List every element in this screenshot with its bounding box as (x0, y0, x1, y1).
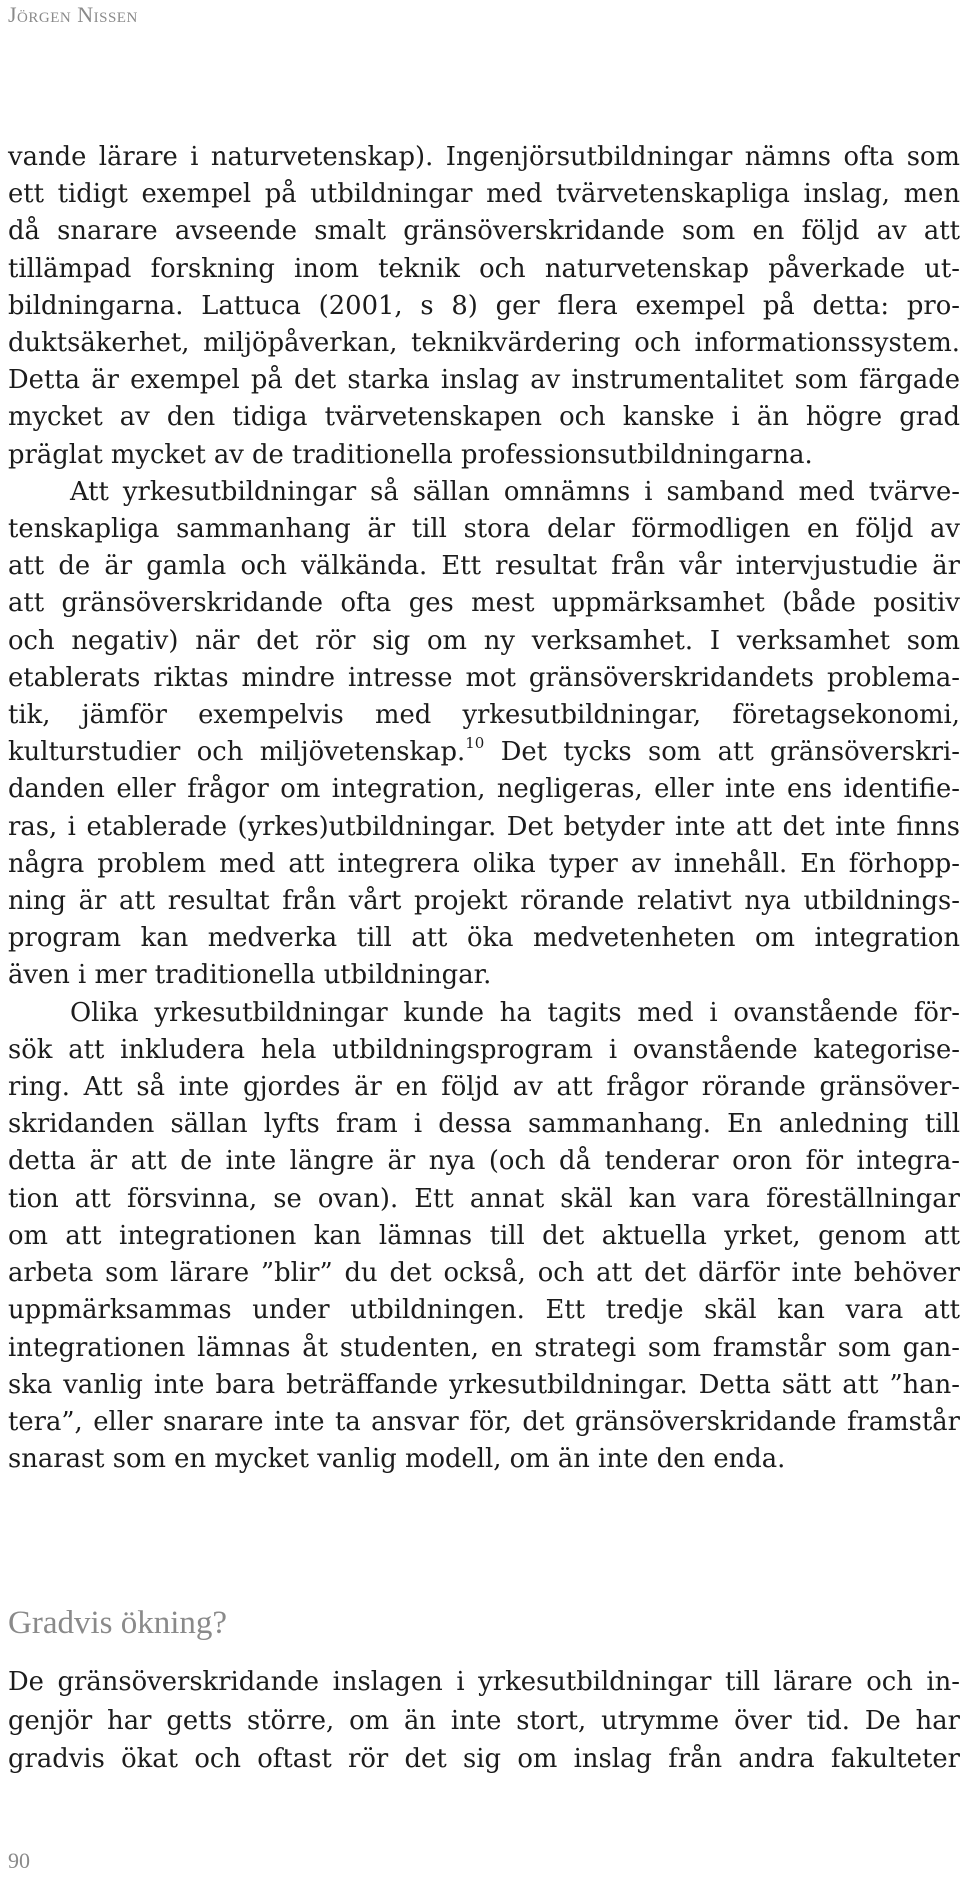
text-line: att de är gamla och välkända. Ett resultat från vår intervjustudie är (8, 551, 960, 582)
text-line: ett tidigt exempel på utbildningar med tvärvetenskapliga inslag, men (8, 179, 960, 210)
text-line: bildningarna. Lattuca (2001, s 8) ger flera exempel på detta: pro- (8, 290, 960, 321)
text-line: Detta är exempel på det starka inslag av instrumentalitet som färgade (8, 365, 960, 396)
text-line: ska vanlig inte bara beträffande yrkesutbildningar. Detta sätt att ”han- (8, 1369, 960, 1400)
text-line: danden eller frågor om integration, negligeras, eller inte ens identifie- (8, 774, 960, 805)
running-head: Jörgen Nissen (8, 2, 138, 27)
footnote-reference: 10 (465, 734, 485, 753)
text-line: om att integrationen kan lämnas till det aktuella yrket, genom att (8, 1220, 960, 1251)
text-line: då snarare avseende smalt gränsöverskridande som en följd av att (8, 216, 960, 247)
text-line: uppmärksammas under utbildningen. Ett tredje skäl kan vara att (8, 1295, 960, 1326)
section-heading: Gradvis ökning? (8, 1605, 228, 1641)
text-line: skridanden sällan lyfts fram i dessa sammanhang. En anledning till (8, 1109, 960, 1140)
text-line: mycket av den tidiga tvärvetenskapen och kanske i än högre grad (8, 402, 960, 433)
paragraph (8, 995, 960, 1479)
text-line: ning är att resultat från vårt projekt rörande relativt nya utbildnings- (8, 886, 960, 917)
text-segment: kulturstudier och miljövetenskap. (8, 737, 466, 768)
text-line: arbeta som lärare ”blir” du det också, och att det därför inte behöver (8, 1258, 960, 1289)
text-line: gradvis ökat och oftast rör det sig om inslag från andra fakulteter (8, 1744, 960, 1774)
text-line: och negativ) när det rör sig om ny verksamhet. I verksamhet som (8, 625, 960, 656)
text-line: tik, jämför exempelvis med yrkesutbildningar, företagsekonomi, (8, 700, 960, 731)
text-line: några problem med att integrera olika typer av innehåll. En förhopp- (8, 848, 960, 879)
text-line: tillämpad forskning inom teknik och naturvetenskap påverkade ut- (8, 253, 960, 284)
paragraph (8, 139, 960, 474)
text-line: ras, i etablerade (yrkes)utbildningar. Det betyder inte att det inte finns (8, 811, 960, 842)
text-line: etablerats riktas mindre intresse mot gränsöverskridandets problema- (8, 662, 960, 693)
text-line: Olika yrkesutbildningar kunde ha tagits med i ovanstående för- (70, 997, 960, 1028)
text-line: duktsäkerhet, miljöpåverkan, teknikvärdering och informationssystem. (8, 328, 960, 359)
text-line: integrationen lämnas åt studenten, en strategi som framstår som gan- (8, 1332, 960, 1363)
section-text (8, 1663, 960, 1779)
text-line: tenskapliga sammanhang är till stora delar förmodligen en följd av (8, 514, 960, 545)
text-line: detta är att de inte längre är nya (och då tenderar oron för integra- (8, 1146, 960, 1177)
text-line: genjör har getts större, om än inte stort, utrymme över tid. De har (8, 1705, 960, 1736)
text-segment: Det tycks som att gränsöverskri- (484, 737, 960, 768)
text-line: ring. Att så inte gjordes är en följd av att frågor rörande gränsöver- (8, 1072, 960, 1103)
text-line: sök att inkludera hela utbildningsprogram i ovanstående kategorise- (8, 1034, 960, 1065)
text-line: program kan medverka till att öka medvetenheten om integration (8, 923, 960, 954)
page-number: 90 (8, 1848, 30, 1873)
text-line: De gränsöverskridande inslagen i yrkesutbildningar till lärare och in- (8, 1667, 960, 1697)
text-line-with-footnote (8, 734, 960, 771)
text-line: tion att försvinna, se ovan). Ett annat skäl kan vara föreställningar (8, 1183, 960, 1214)
text-line: snarast som en mycket vanlig modell, om än inte den enda. (8, 1444, 786, 1475)
text-line: tera”, eller snarare inte ta ansvar för, det gränsöverskridande framstår (8, 1406, 960, 1437)
body-text (8, 139, 960, 1478)
text-line: präglat mycket av de traditionella professionsutbildningarna. (8, 439, 813, 470)
text-line: att gränsöverskridande ofta ges mest uppmärksamhet (både positiv (8, 588, 960, 619)
text-line: vande lärare i naturvetenskap). Ingenjörsutbildningar nämns ofta som (8, 142, 960, 172)
text-line: Att yrkesutbildningar så sällan omnämns i samband med tvärve- (70, 476, 960, 507)
paragraph (8, 474, 960, 995)
text-line: även i mer traditionella utbildningar. (8, 960, 492, 991)
